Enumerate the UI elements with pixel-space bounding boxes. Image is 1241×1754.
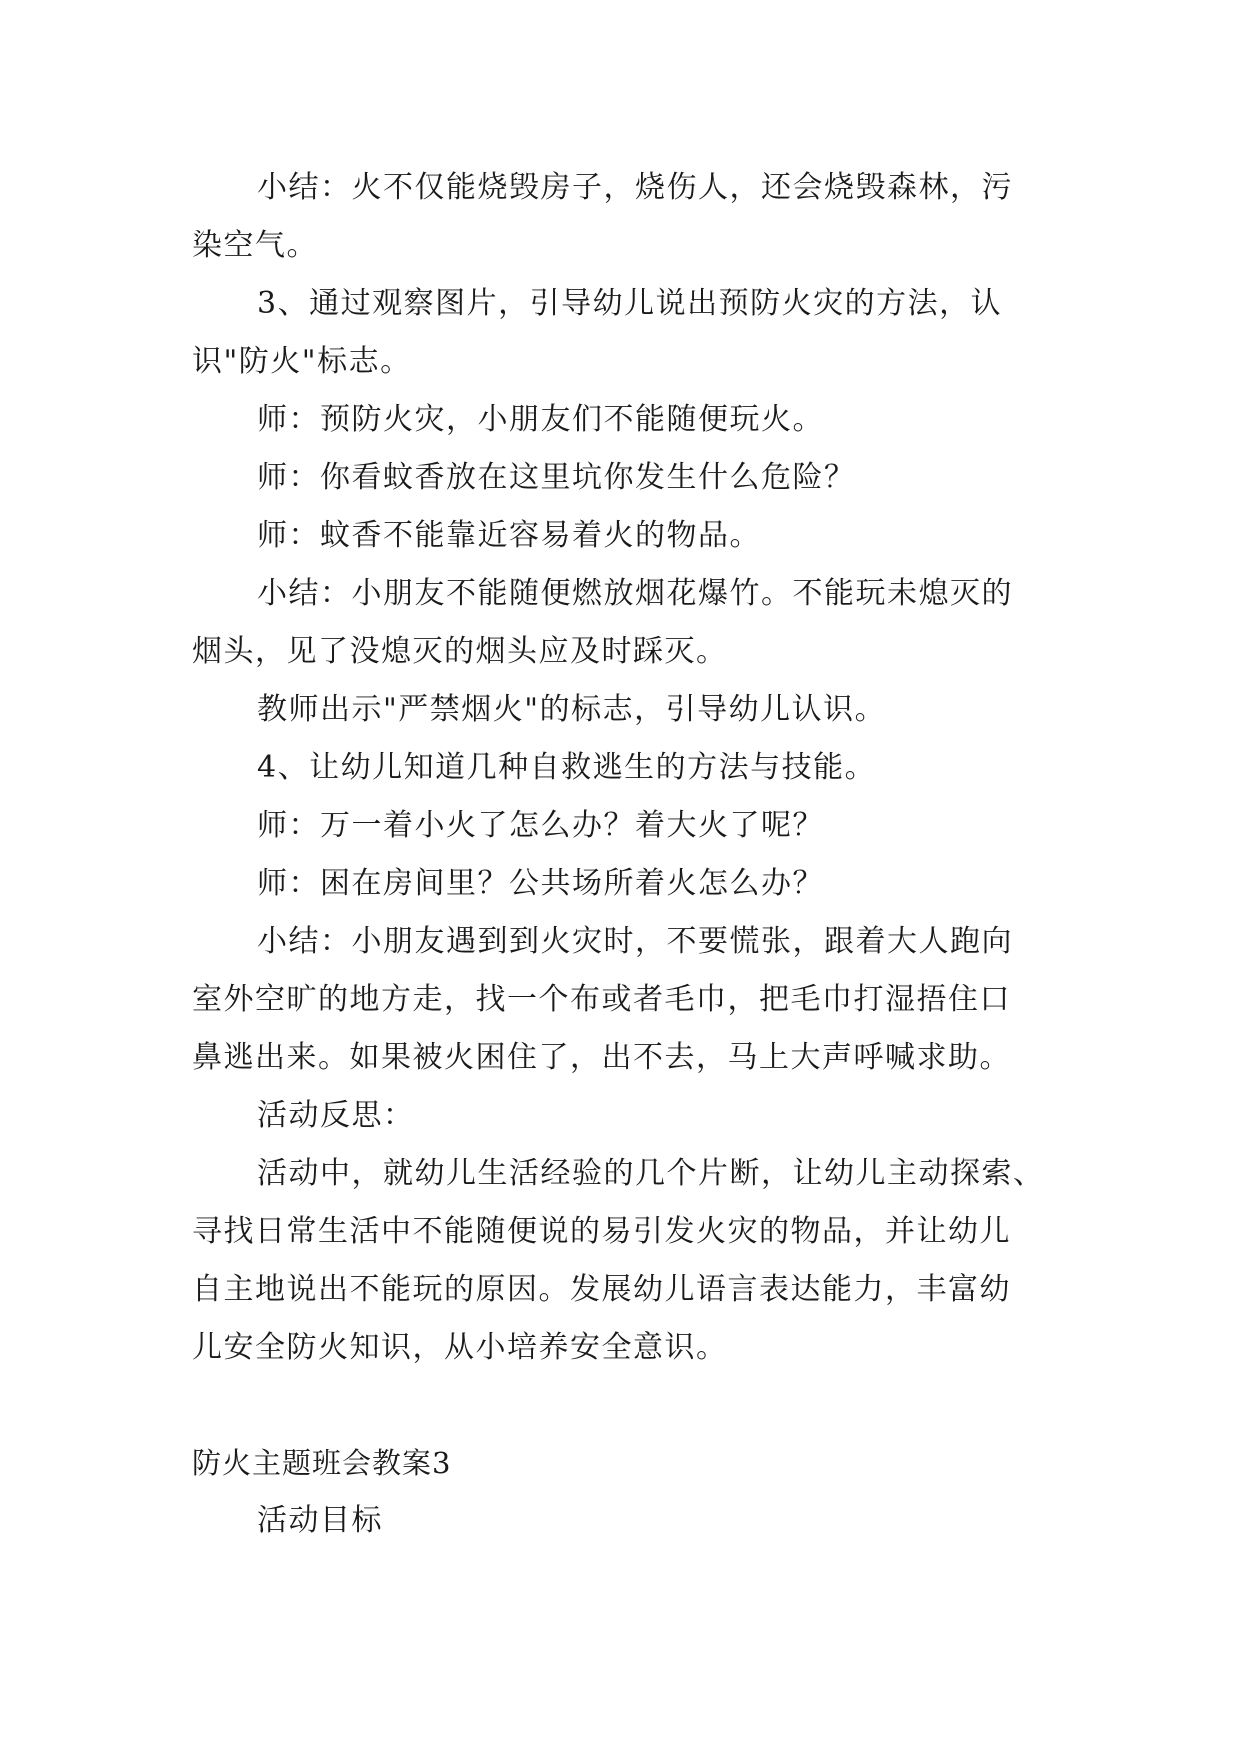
subheading: 活动目标 <box>257 1503 383 1538</box>
paragraph-line: 3、通过观察图片，引导幼儿说出预防火灾的方法，认 <box>257 286 1003 321</box>
paragraph-line: 小结：火不仅能烧毁房子，烧伤人，还会烧毁森林，污 <box>257 170 1013 205</box>
paragraph-line: 识"防火"标志。 <box>192 344 412 379</box>
paragraph-line: 4、让幼儿知道几种自救逃生的方法与技能。 <box>257 750 877 785</box>
paragraph-line: 自主地说出不能玩的原因。发展幼儿语言表达能力，丰富幼 <box>192 1272 1011 1307</box>
paragraph-line: 小结：小朋友不能随便燃放烟花爆竹。不能玩未熄灭的 <box>257 576 1013 611</box>
paragraph-line: 师：蚊香不能靠近容易着火的物品。 <box>257 518 761 553</box>
paragraph-line: 寻找日常生活中不能随便说的易引发火灾的物品，并让幼儿 <box>192 1214 1011 1249</box>
paragraph-line: 师：预防火灾，小朋友们不能随便玩火。 <box>257 402 824 437</box>
paragraph-line: 烟头，见了没熄灭的烟头应及时踩灭。 <box>192 634 728 669</box>
paragraph-line: 儿安全防火知识，从小培养安全意识。 <box>192 1330 728 1365</box>
paragraph-line: 小结：小朋友遇到到火灾时，不要慌张，跟着大人跑向 <box>257 924 1013 959</box>
paragraph-line: 师：困在房间里？公共场所着火怎么办？ <box>257 866 824 901</box>
paragraph-line: 活动中，就幼儿生活经验的几个片断，让幼儿主动探索、 <box>257 1156 1045 1191</box>
paragraph-line: 活动反思： <box>257 1098 415 1133</box>
paragraph-line: 染空气。 <box>192 228 318 263</box>
paragraph-line: 师：你看蚊香放在这里坑你发生什么危险？ <box>257 460 856 495</box>
section-title: 防火主题班会教案3 <box>192 1446 452 1480</box>
paragraph-line: 师：万一着小火了怎么办？着大火了呢？ <box>257 808 824 843</box>
paragraph-line: 室外空旷的地方走，找一个布或者毛巾，把毛巾打湿捂住口 <box>192 982 1011 1017</box>
paragraph-line: 教师出示"严禁烟火"的标志，引导幼儿认识。 <box>257 692 887 727</box>
paragraph-line: 鼻逃出来。如果被火困住了，出不去，马上大声呼喊求助。 <box>192 1040 1011 1075</box>
